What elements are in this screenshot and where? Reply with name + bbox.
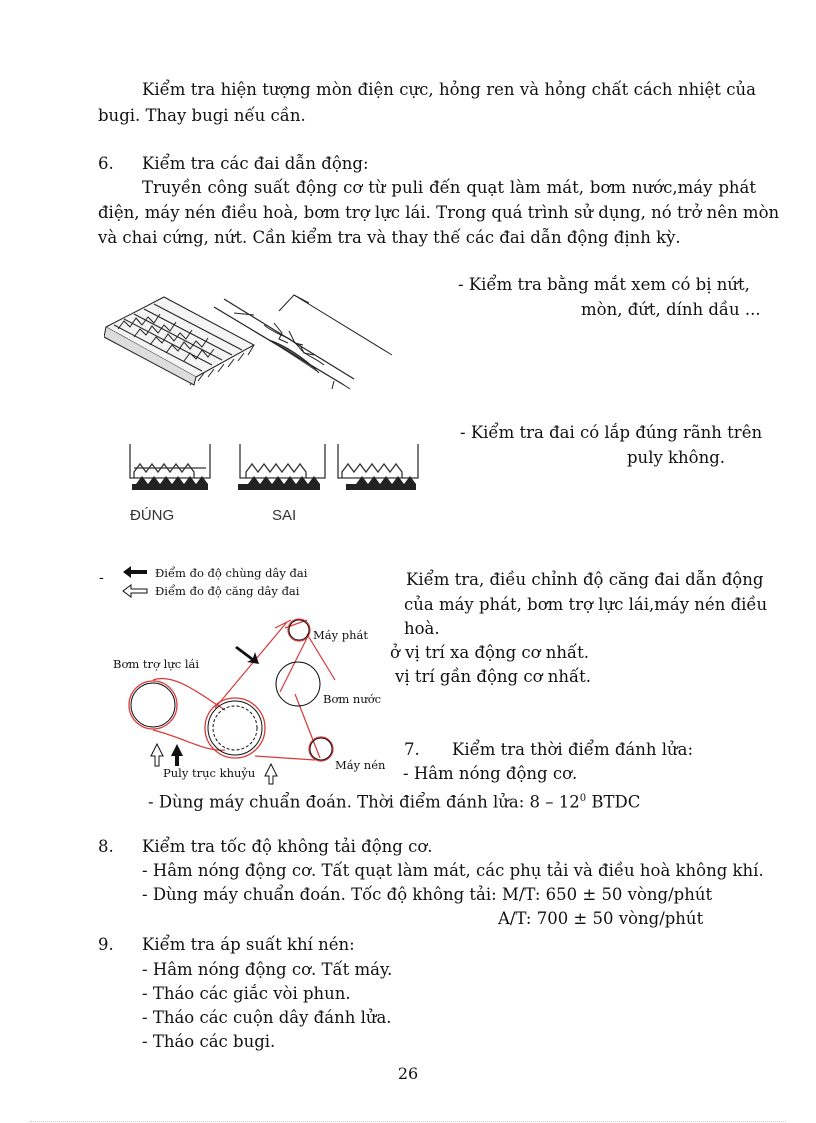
belt-wear-illustration: [104, 285, 394, 390]
section-9-title: Kiểm tra áp suất khí nén:: [142, 935, 355, 954]
arrow-tension-point-1-icon: [151, 744, 163, 766]
section-8-item-3: A/T: 700 ± 50 vòng/phút: [498, 909, 704, 928]
check-visual-line-1: - Kiểm tra bằng mắt xem có bị nứt,: [458, 275, 750, 294]
section-9-item-2: - Tháo các giắc vòi phun.: [142, 984, 351, 1003]
section-6-number: 6.: [98, 154, 114, 173]
tension-text-1: Kiểm tra, điều chỉnh độ căng đai dẫn động: [406, 570, 764, 589]
tension-text-2: của máy phát, bơm trợ lực lái,máy nén điều: [404, 595, 768, 614]
label-alternator: Máy phát: [313, 628, 369, 642]
groove-fit-illustration: [120, 440, 430, 528]
section-8-title: Kiểm tra tốc độ không tải động cơ.: [142, 837, 433, 856]
label-power-steering: Bơm trợ lực lái: [113, 657, 200, 671]
section-7-item-2: - Dùng máy chuẩn đoán. Thời điểm đánh lửa: $8 - 12^0$ BTDC: [148, 792, 641, 812]
section-6-para-line-1: Truyền công suất động cơ từ puli đến quạt làm mát, bơm nước,máy phát: [142, 178, 756, 197]
intro-line-2: bugi. Thay bugi nếu cần.: [98, 106, 306, 125]
label-water-pump: Bơm nước: [323, 692, 382, 706]
groove-correct-label: ĐÚNG: [130, 507, 175, 524]
label-crankshaft-pulley: Puly trục khuỷu: [163, 766, 256, 780]
section-6-para-line-2: điện, máy nén điều hoà, bơm trợ lực lái. Trong quá trình sử dụng, nó trở nên mòn: [98, 203, 780, 222]
arrow-left-solid-icon: [123, 566, 147, 578]
section-8-item-1: - Hâm nóng động cơ. Tất quạt làm mát, các phụ tải và điều hoà không khí.: [142, 861, 764, 880]
legend-tension: Điểm đo độ căng dây đai: [155, 584, 300, 598]
section-9-item-3: - Tháo các cuộn dây đánh lửa.: [142, 1008, 392, 1027]
tension-text-3: hoà.: [404, 619, 440, 638]
check-groove-line-1: - Kiểm tra đai có lắp đúng rãnh trên: [460, 423, 763, 442]
degree-superscript: 0: [579, 793, 587, 804]
section-9-number: 9.: [98, 935, 114, 954]
label-compressor: Máy nén: [335, 758, 386, 772]
check-visual-line-2: mòn, đứt, dính dầu ...: [581, 300, 761, 319]
section-6-para-line-3: và chai cứng, nứt. Cần kiểm tra và thay thế các đai dẫn động định kỳ.: [98, 228, 681, 247]
tension-text-5: vị trí gần động cơ nhất.: [395, 667, 592, 686]
groove-wrong-label: SAI: [272, 507, 297, 524]
arrow-slack-point-2-icon: [171, 744, 183, 766]
section-7-item-1: - Hâm nóng động cơ.: [403, 764, 578, 783]
section-7-title: Kiểm tra thời điểm đánh lửa:: [452, 740, 694, 759]
section-7-number: 7.: [404, 740, 420, 759]
section-9-item-1: - Hâm nóng động cơ. Tất máy.: [142, 960, 393, 979]
section-9-item-4: - Tháo các bugi.: [142, 1032, 276, 1051]
section-8-number: 8.: [98, 837, 114, 856]
legend-slack: Điểm đo độ chùng dây đai: [155, 566, 308, 580]
intro-line-1: Kiểm tra hiện tượng mòn điện cực, hỏng ren và hỏng chất cách nhiệt của: [142, 80, 756, 99]
section-8-item-2: - Dùng máy chuẩn đoán. Tốc độ không tải: M/T: 650 ± 50 vòng/phút: [142, 885, 713, 904]
section-6-title: Kiểm tra các đai dẫn động:: [142, 154, 369, 173]
page-number: 26: [397, 1064, 419, 1083]
belt-tension-diagram: [95, 560, 405, 785]
footer-divider: [30, 1121, 786, 1122]
check-groove-line-2: puly không.: [627, 448, 726, 467]
arrow-slack-point-icon: [235, 646, 259, 664]
arrow-left-outline-icon: [123, 585, 147, 597]
tension-text-4: ở vị trí xa động cơ nhất.: [390, 643, 590, 662]
bullet-dash: -: [99, 570, 104, 586]
arrow-crank-icon: [265, 764, 277, 784]
